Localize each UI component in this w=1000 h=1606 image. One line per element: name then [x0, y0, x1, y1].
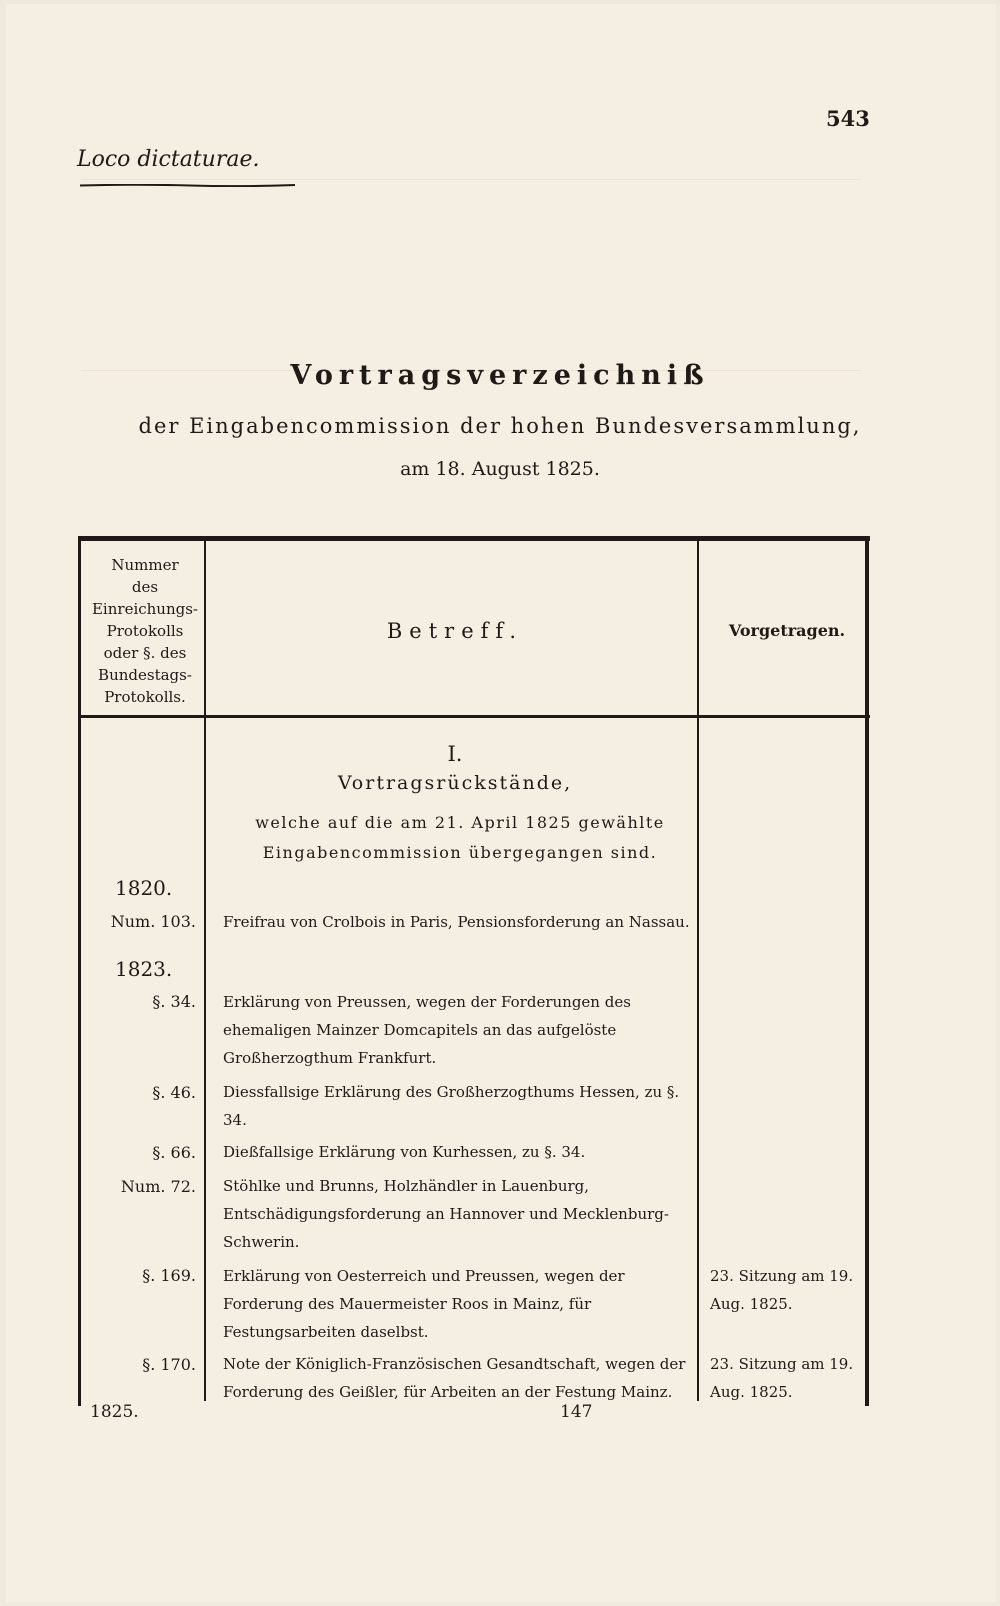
row-ref: §. 46. — [152, 1083, 196, 1102]
document-subtitle: der Eingabencommission der hohen Bundesversammlung, — [138, 414, 862, 438]
row-vorgetragen: 23. Sitzung am 19. Aug. 1825. — [710, 1267, 854, 1313]
loco-dictaturae-heading: Loco dictaturae. — [77, 147, 260, 172]
bleed-through-texture — [81, 179, 861, 371]
document-title: Vortragsverzeichniß — [290, 360, 710, 391]
year-label: 1823. — [115, 957, 173, 981]
row-subject: Erklärung von Preussen, wegen der Forderungen des ehemaligen Mainzer Domcapitels an das aufgelöste Großherzogthum Frankfurt. — [223, 993, 631, 1067]
row-vorgetragen: 23. Sitzung am 19. Aug. 1825. — [710, 1355, 854, 1401]
row-subject: Note der Königlich-Französischen Gesandtschaft, wegen der Forderung des Geißler, für Arbeiten an der Festung Mainz. — [223, 1355, 686, 1401]
section-number: I. — [447, 742, 463, 766]
section-title: Vortragsrückstände, — [337, 772, 573, 794]
row-subject: Diessfallsige Erklärung des Großherzogthums Hessen, zu §. 34. — [223, 1083, 680, 1129]
row-subject: Dießfallsige Erklärung von Kurhessen, zu §. 34. — [223, 1143, 586, 1161]
footer-year: 1825. — [90, 1402, 139, 1422]
row-ref: §. 170. — [142, 1355, 196, 1374]
column-header-betreff: Betreff. — [386, 618, 524, 643]
row-ref: Num. 103. — [110, 912, 196, 931]
row-subject: Stöhlke und Brunns, Holzhändler in Lauenburg, Entschädigungsforderung an Hannover und Mecklenburg-Schwerin. — [223, 1177, 669, 1251]
row-ref: §. 34. — [152, 992, 196, 1011]
document-date: am 18. August 1825. — [400, 458, 600, 480]
decorative-rule — [80, 184, 295, 187]
page-number: 543 — [826, 106, 870, 131]
section-description: welche auf die am 21. April 1825 gewählte Eingabencommission übergegangen sind. — [255, 813, 665, 862]
table-left-border — [78, 536, 81, 1406]
row-ref: §. 169. — [142, 1266, 196, 1285]
row-subject: Freifrau von Crolbois in Paris, Pensionsforderung an Nassau. — [223, 913, 690, 931]
header-rule — [78, 715, 870, 718]
table-top-rule — [78, 536, 870, 541]
footer-signature: 147 — [560, 1402, 593, 1422]
column-header-vorgetragen: Vorgetragen. — [728, 621, 846, 640]
column-header-number: Nummer des Einreichungs- Protokolls oder §. des Bundestags- Protokolls. — [91, 555, 198, 706]
row-subject: Erklärung von Oesterreich und Preussen, wegen der Forderung des Mauermeister Roos in Mainz, für Festungsarbeiten daselbst. — [223, 1267, 625, 1341]
year-label: 1820. — [115, 876, 173, 900]
row-ref: Num. 72. — [120, 1177, 196, 1196]
row-ref: §. 66. — [152, 1143, 196, 1162]
table-right-border — [865, 536, 869, 1406]
